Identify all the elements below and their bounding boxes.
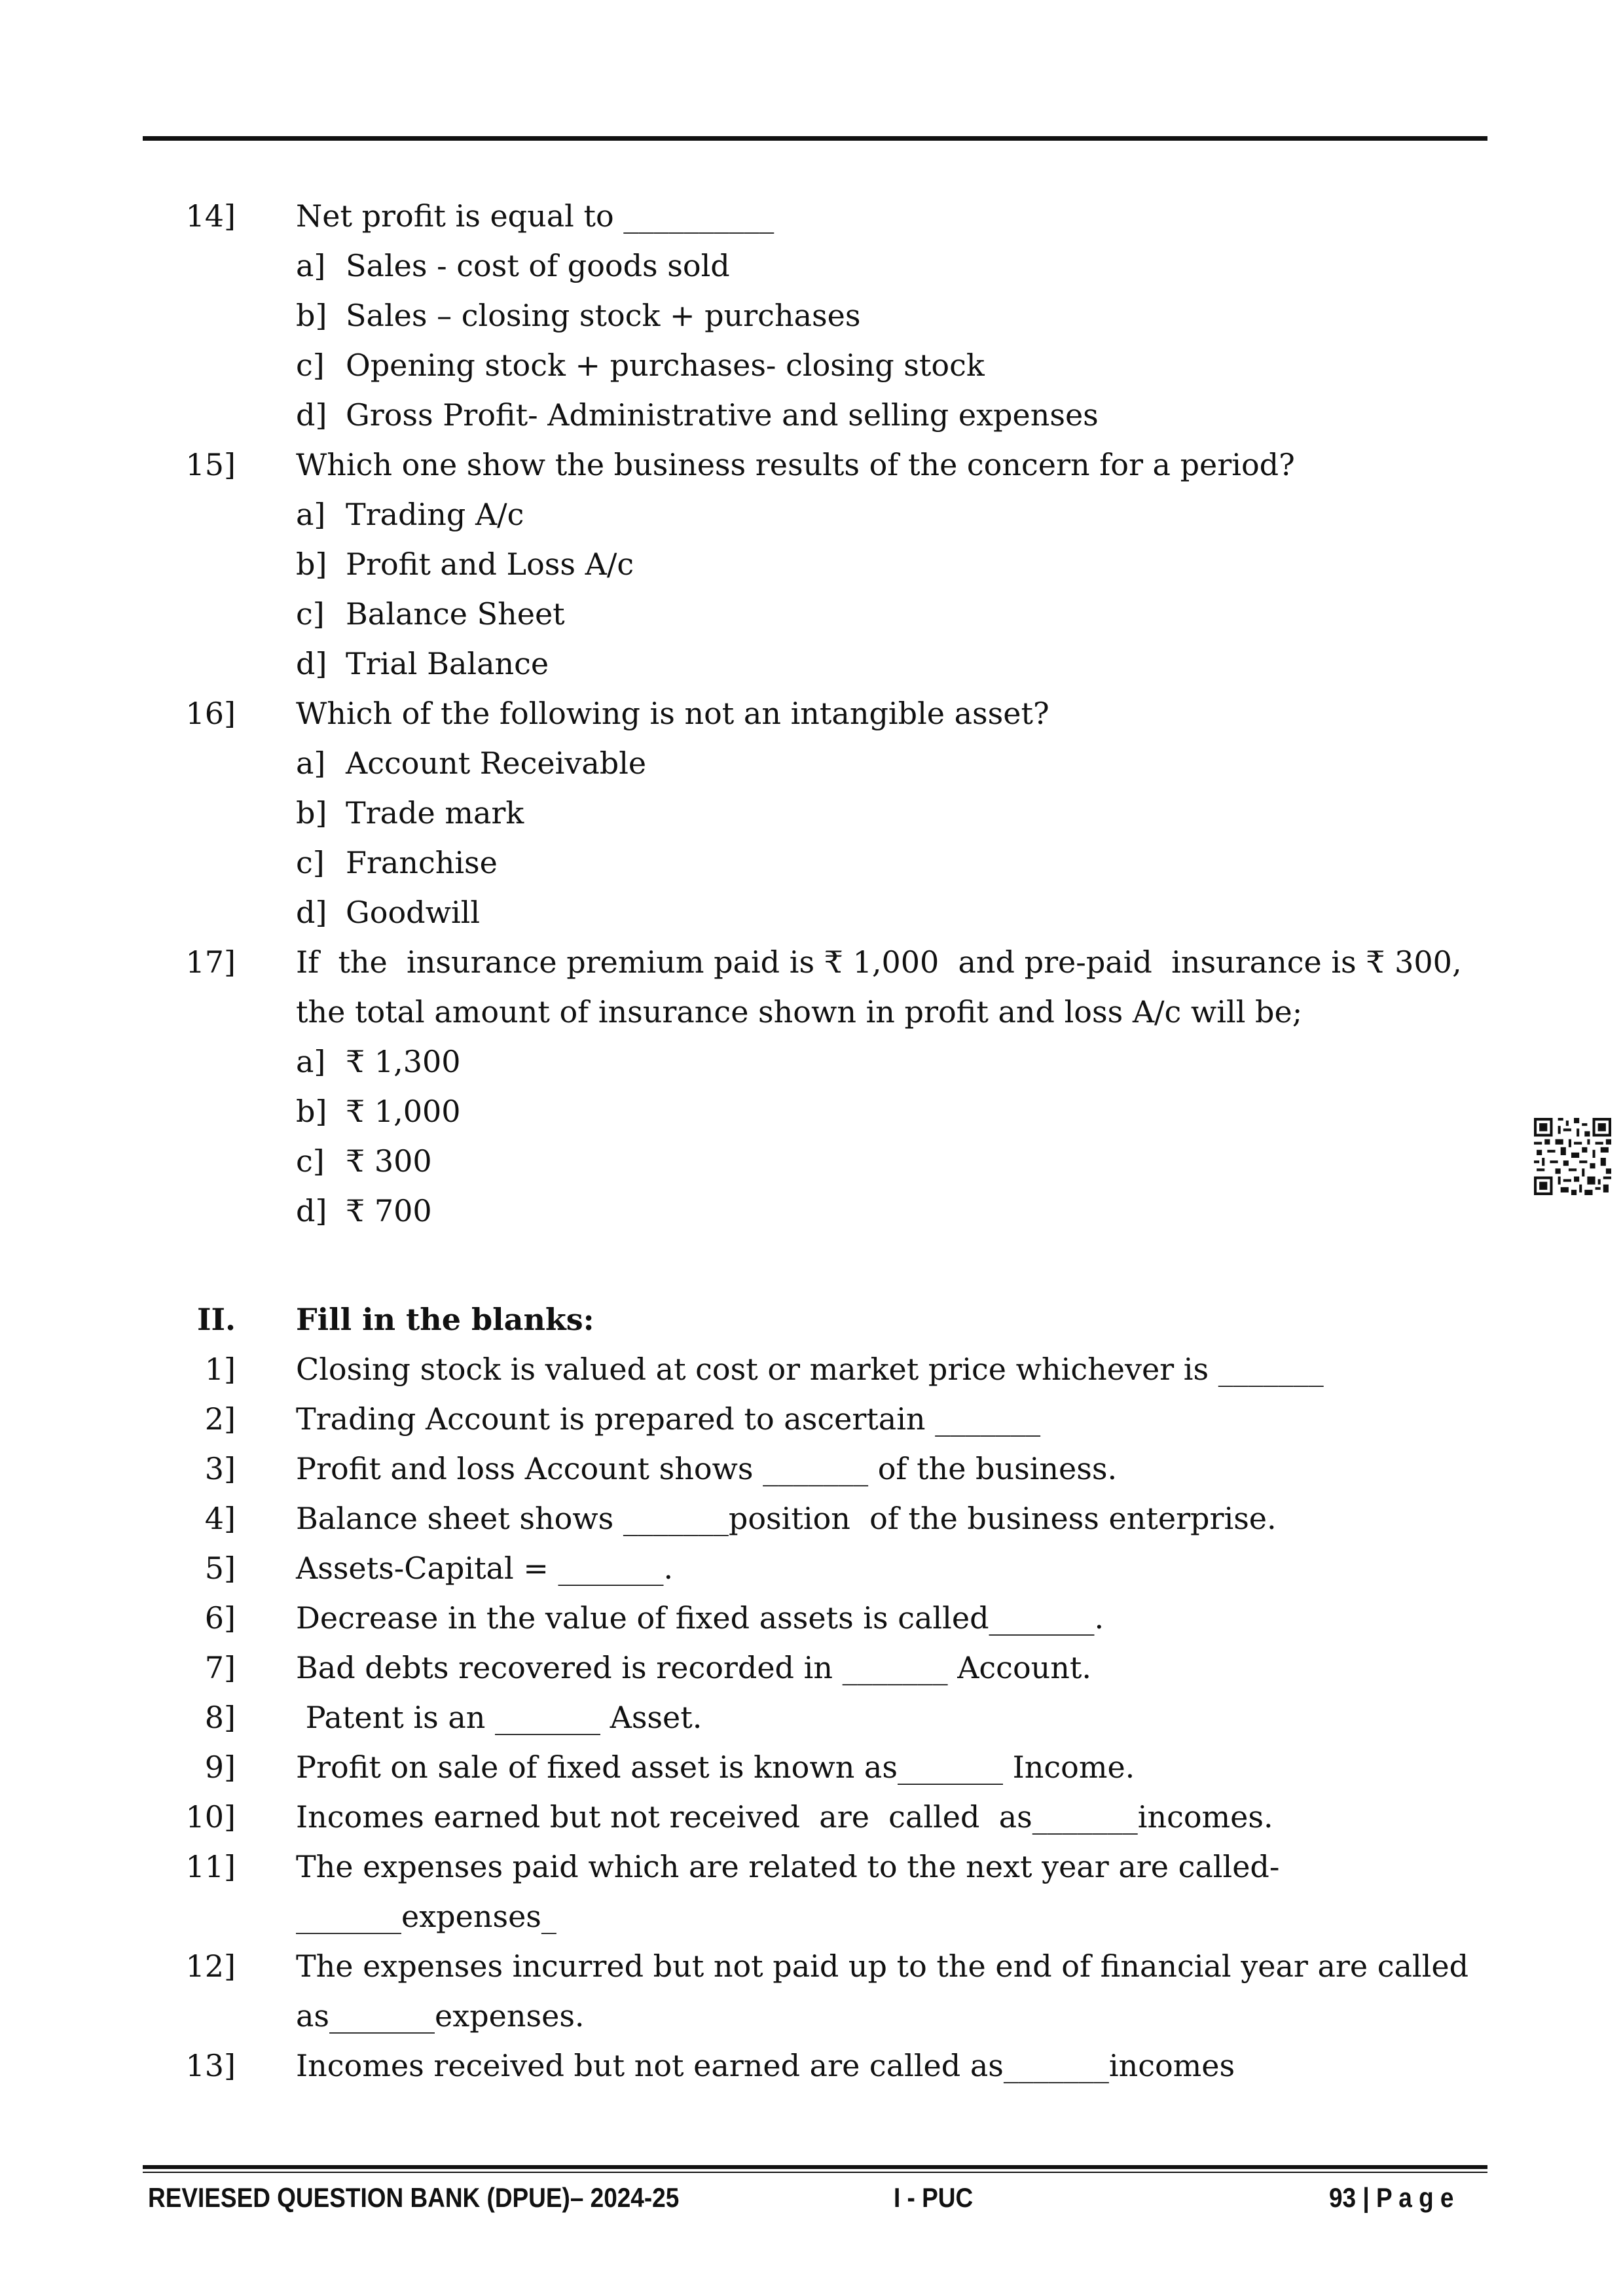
blank-text: The expenses paid which are related to the next year are called- (296, 1849, 1280, 1884)
blank-text: Incomes earned but not received are called as_______incomes. (296, 1799, 1273, 1835)
blank-number: 8] (204, 1700, 236, 1735)
option-label: c] (296, 348, 325, 383)
option-text: ₹ 700 (346, 1193, 432, 1229)
option (296, 1141, 432, 1181)
blank-number: 10] (185, 1799, 236, 1835)
option (296, 296, 860, 335)
option-label: b] (296, 547, 327, 582)
footer-title: REVIESED QUESTION BANK (DPUE)– 2024-25 (148, 2182, 680, 2213)
option-text: Gross Profit- Administrative and selling expenses (346, 397, 1099, 433)
option-label: d] (296, 895, 327, 930)
blank-text: Bad debts recovered is recorded in _______ Account. (296, 1650, 1092, 1685)
option (296, 495, 524, 534)
option (296, 744, 646, 783)
blank-text: Decrease in the value of fixed assets is called_______. (296, 1600, 1104, 1636)
question-text-continued: the total amount of insurance shown in profit and loss A/c will be; (296, 994, 1303, 1030)
question-text: Net profit is equal to __________ (296, 198, 775, 234)
option-text: Trading A/c (346, 497, 524, 532)
option-text: Sales – closing stock + purchases (346, 298, 861, 333)
blank-text: Profit on sale of fixed asset is known as_______ Income. (296, 1749, 1135, 1785)
option-label: d] (296, 397, 327, 433)
option-text: ₹ 1,300 (346, 1044, 461, 1079)
option (296, 395, 1099, 435)
blank-text-continued: _______expenses_ (296, 1899, 556, 1934)
blank-number: 2] (204, 1401, 236, 1437)
blank-text: The expenses incurred but not paid up to the end of financial year are called (296, 1948, 1469, 1984)
option-label: c] (296, 596, 325, 632)
option-text: Trade mark (346, 795, 524, 831)
option (296, 644, 549, 683)
option-label: a] (296, 497, 326, 532)
blank-text-continued: as_______expenses. (296, 1998, 585, 2034)
option (296, 793, 524, 833)
question-number: 14] (185, 198, 236, 234)
option-label: c] (296, 845, 325, 880)
blank-number: 12] (185, 1948, 236, 1984)
qr-code-icon[interactable] (1534, 1118, 1611, 1195)
page-number: 93 | P a g e (1329, 2182, 1454, 2213)
footer-rule-thin (143, 2172, 1487, 2173)
blank-number: 9] (204, 1749, 236, 1785)
option (296, 1092, 461, 1131)
blank-number: 1] (204, 1352, 236, 1387)
option-text: ₹ 300 (346, 1143, 432, 1179)
blank-number: 4] (204, 1501, 236, 1536)
option-text: ₹ 1,000 (346, 1094, 461, 1129)
option-label: a] (296, 248, 326, 283)
blank-number: 5] (204, 1551, 236, 1586)
option-label: b] (296, 298, 327, 333)
question-text: Which of the following is not an intangible asset? (296, 696, 1049, 731)
option-text: Opening stock + purchases- closing stock (346, 348, 985, 383)
section-title: Fill in the blanks: (296, 1302, 594, 1337)
option-text: Account Receivable (346, 745, 647, 781)
blank-text: Profit and loss Account shows _______ of the business. (296, 1451, 1118, 1486)
option-label: a] (296, 745, 326, 781)
option (296, 594, 565, 634)
option-label: a] (296, 1044, 326, 1079)
option-label: b] (296, 1094, 327, 1129)
option-text: Trial Balance (346, 646, 549, 681)
option-label: d] (296, 1193, 327, 1229)
option (296, 1042, 461, 1081)
question-number: 17] (185, 944, 236, 980)
blank-text: Assets-Capital = _______. (296, 1551, 674, 1586)
question-number: 16] (185, 696, 236, 731)
blank-text: Patent is an _______ Asset. (296, 1700, 702, 1735)
option (296, 893, 480, 932)
option-text: Profit and Loss A/c (346, 547, 634, 582)
blank-number: 6] (204, 1600, 236, 1636)
option-label: c] (296, 1143, 325, 1179)
option-text: Balance Sheet (346, 596, 565, 632)
option (296, 246, 730, 285)
footer-rule (143, 2165, 1487, 2169)
blank-number: 11] (185, 1849, 236, 1884)
footer-class: I - PUC (894, 2182, 974, 2213)
blank-number: 3] (204, 1451, 236, 1486)
blank-text: Closing stock is valued at cost or market price whichever is _______ (296, 1352, 1324, 1387)
blank-number: 7] (204, 1650, 236, 1685)
top-rule (143, 136, 1487, 141)
section-number: II. (196, 1302, 236, 1337)
option-label: b] (296, 795, 327, 831)
blank-text: Balance sheet shows _______position of the business enterprise. (296, 1501, 1277, 1536)
question-text: Which one show the business results of the concern for a period? (296, 447, 1295, 482)
option-text: Sales - cost of goods sold (346, 248, 730, 283)
blank-number: 13] (185, 2048, 236, 2083)
question-text: If the insurance premium paid is ₹ 1,000 and pre-paid insurance is ₹ 300, (296, 944, 1462, 980)
question-number: 15] (185, 447, 236, 482)
option-text: Franchise (346, 845, 498, 880)
option (296, 545, 634, 584)
option (296, 843, 498, 882)
option (296, 346, 985, 385)
option-text: Goodwill (346, 895, 481, 930)
blank-text: Trading Account is prepared to ascertain _______ (296, 1401, 1041, 1437)
option-label: d] (296, 646, 327, 681)
option (296, 1191, 432, 1230)
blank-text: Incomes received but not earned are called as_______incomes (296, 2048, 1235, 2083)
